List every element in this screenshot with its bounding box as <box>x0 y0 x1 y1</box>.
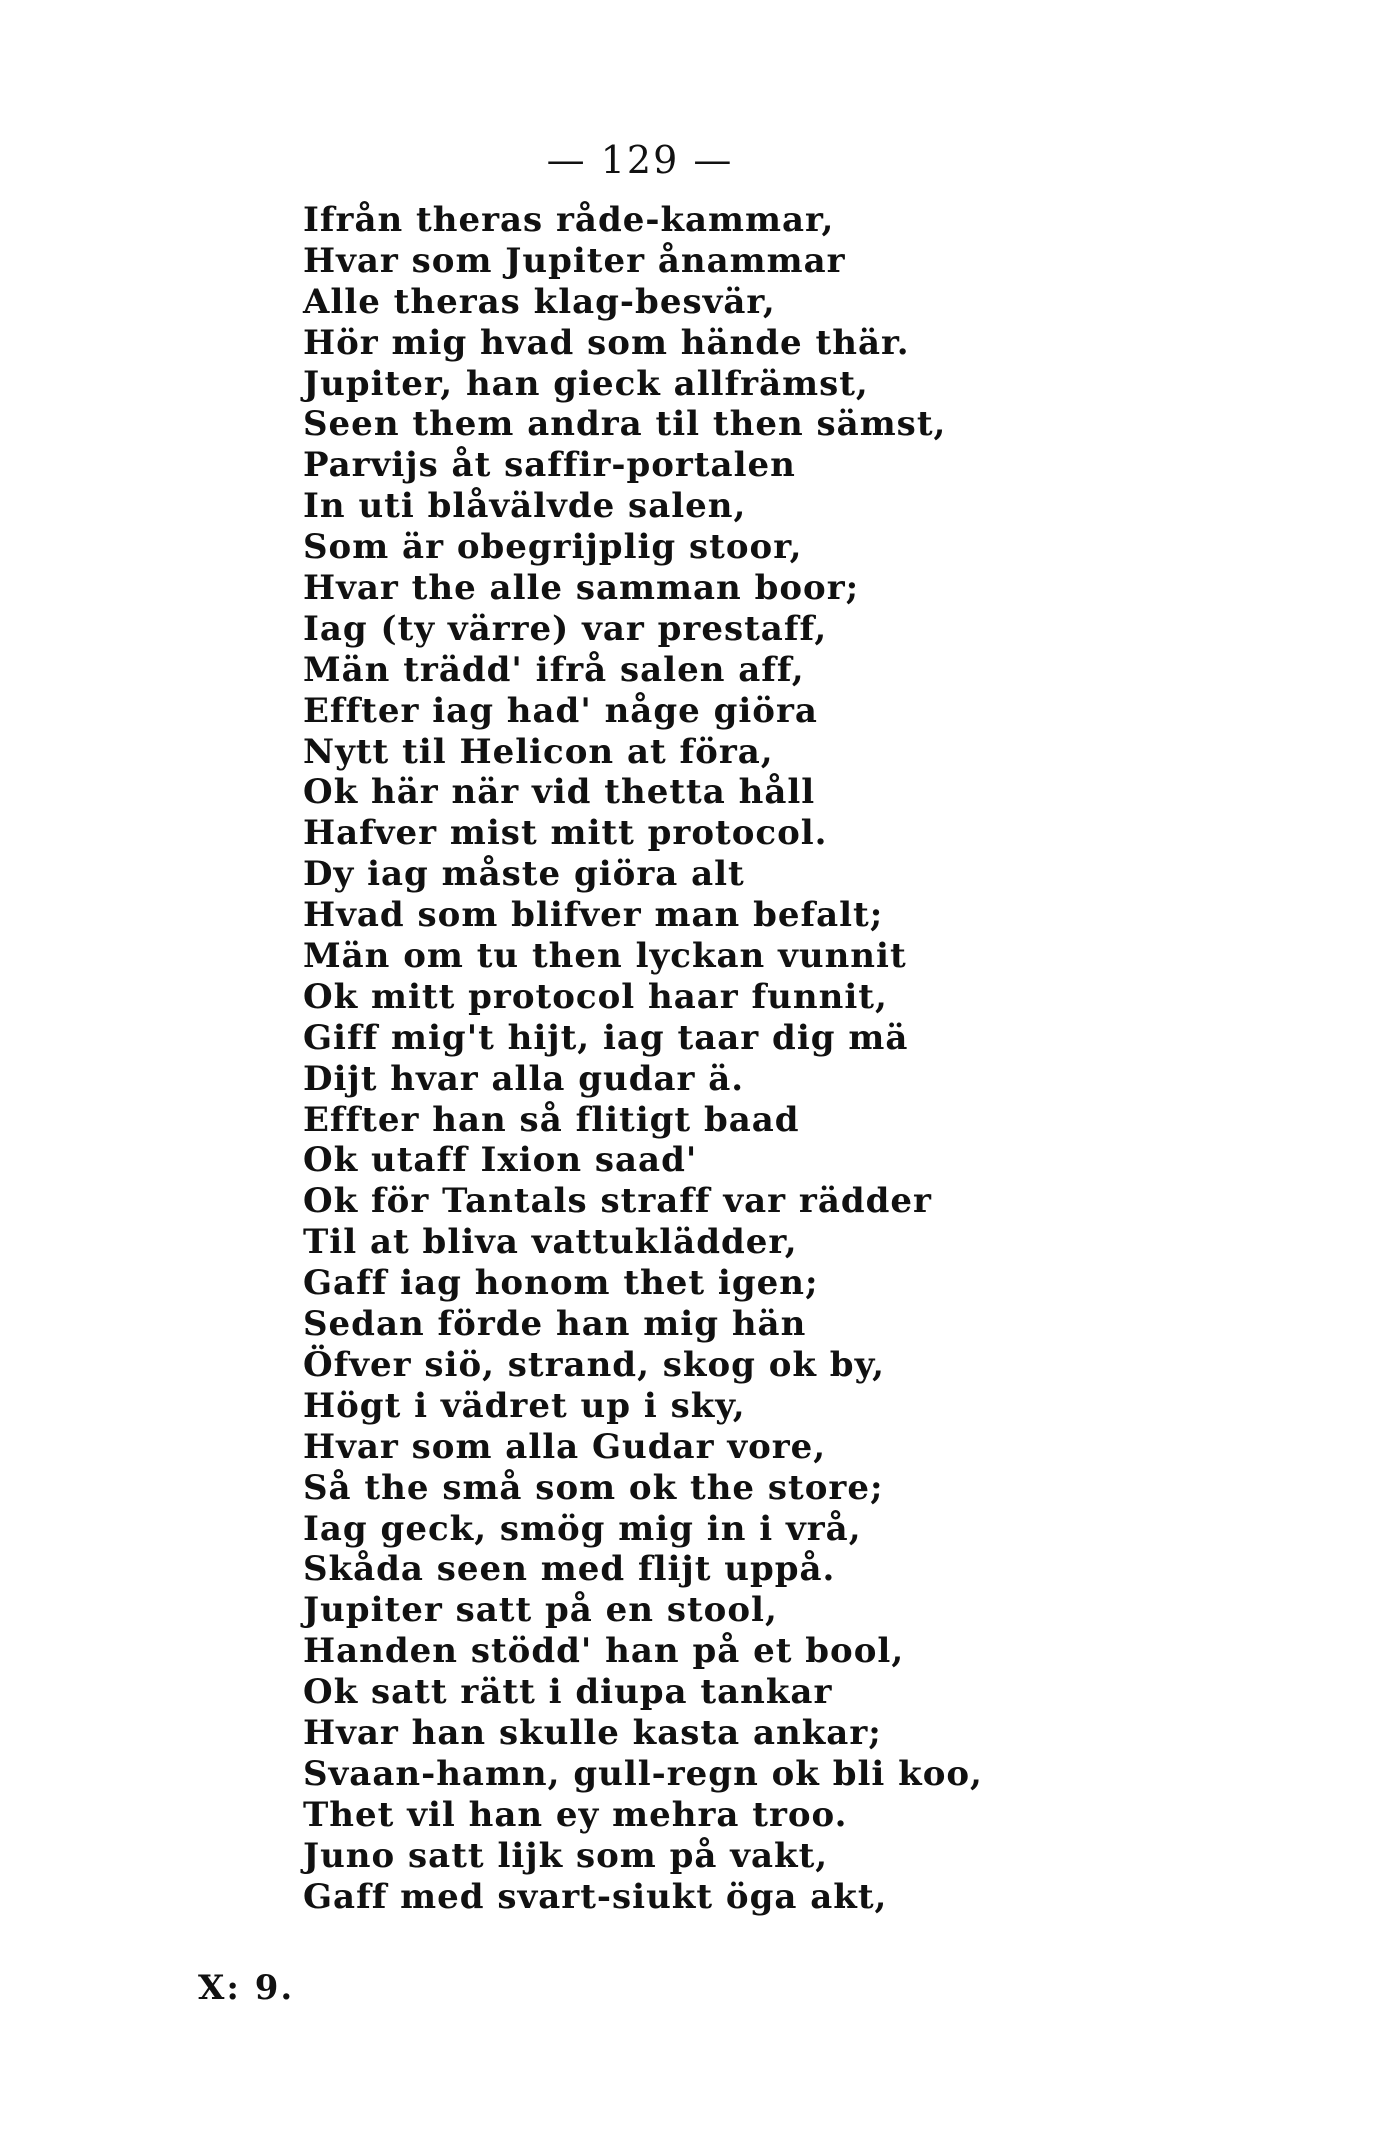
poem-line: Så the små som ok the store; <box>303 1467 884 1508</box>
poem-line: Effter iag had' någe giöra <box>303 690 818 731</box>
poem-line: Parvijs åt saffir-portalen <box>303 445 796 486</box>
poem-line: Hafver mist mitt protocol. <box>303 813 828 854</box>
poem-line: Ok utaff Ixion saad' <box>303 1140 698 1181</box>
poem-line: Sedan förde han mig hän <box>303 1304 807 1345</box>
poem-line: Som är obegrijplig stoor, <box>303 527 803 568</box>
poem-line: Jupiter satt på en stool, <box>303 1590 778 1631</box>
poem-line: Hvad som blifver man befalt; <box>303 895 884 936</box>
poem-line: In uti blåvälvde salen, <box>303 486 747 527</box>
poem-line: Seen them andra til then sämst, <box>303 404 947 445</box>
poem-line: Ok här när vid thetta håll <box>303 772 816 813</box>
printer-signature-mark: X: 9. <box>198 1968 295 2008</box>
poem-line: Gaff iag honom thet igen; <box>303 1263 819 1304</box>
poem-line: Jupiter, han gieck allfrämst, <box>303 363 869 404</box>
poem-line: Män trädd' ifrå salen aff, <box>303 649 805 690</box>
poem-line: Hvar som alla Gudar vore, <box>303 1426 827 1467</box>
poem-line: Handen stödd' han på et bool, <box>303 1631 905 1672</box>
page-number-header: — 129 — <box>546 138 734 182</box>
poem-line: Iag (ty värre) var prestaff, <box>303 608 828 649</box>
poem-line: Alle theras klag-besvär, <box>303 281 776 322</box>
poem-line: Öfver siö, strand, skog ok by, <box>303 1344 885 1385</box>
poem-line: Ok satt rätt i diupa tankar <box>303 1672 833 1713</box>
poem-line: Giff mig't hijt, iag taar dig mä <box>303 1017 909 1058</box>
poem-line: Hvar han skulle kasta ankar; <box>303 1712 882 1753</box>
poem-line: Nytt til Helicon at föra, <box>303 731 774 772</box>
poem-line: Svaan-hamn, gull-regn ok bli koo, <box>303 1753 983 1794</box>
poem-line: Juno satt lijk som på vakt, <box>303 1835 829 1876</box>
poem-line: Ok för Tantals straff var rädder <box>303 1181 932 1222</box>
poem-line: Hvar som Jupiter ånammar <box>303 240 846 281</box>
poem-body <box>303 200 1303 1917</box>
poem-line: Thet vil han ey mehra troo. <box>303 1794 848 1835</box>
poem-line: Ifrån theras råde-kammar, <box>303 200 835 240</box>
poem-line: Hvar the alle samman boor; <box>303 568 860 609</box>
poem-line: Män om tu then lyckan vunnit <box>303 936 907 977</box>
poem-line: Dy iag måste giöra alt <box>303 854 745 895</box>
poem-line: Iag geck, smög mig in i vrå, <box>303 1508 862 1549</box>
poem-line: Dijt hvar alla gudar ä. <box>303 1058 745 1099</box>
poem-line: Hör mig hvad som hände thär. <box>303 322 910 363</box>
poem-line: Effter han så flitigt baad <box>303 1099 800 1140</box>
poem-line: Gaff med svart-siukt öga akt, <box>303 1876 888 1917</box>
poem-line: Högt i vädret up i sky, <box>303 1385 746 1426</box>
poem-line: Ok mitt protocol haar funnit, <box>303 976 888 1017</box>
poem-line: Skåda seen med flijt uppå. <box>303 1549 836 1590</box>
poem-line: Til at bliva vattuklädder, <box>303 1222 798 1263</box>
